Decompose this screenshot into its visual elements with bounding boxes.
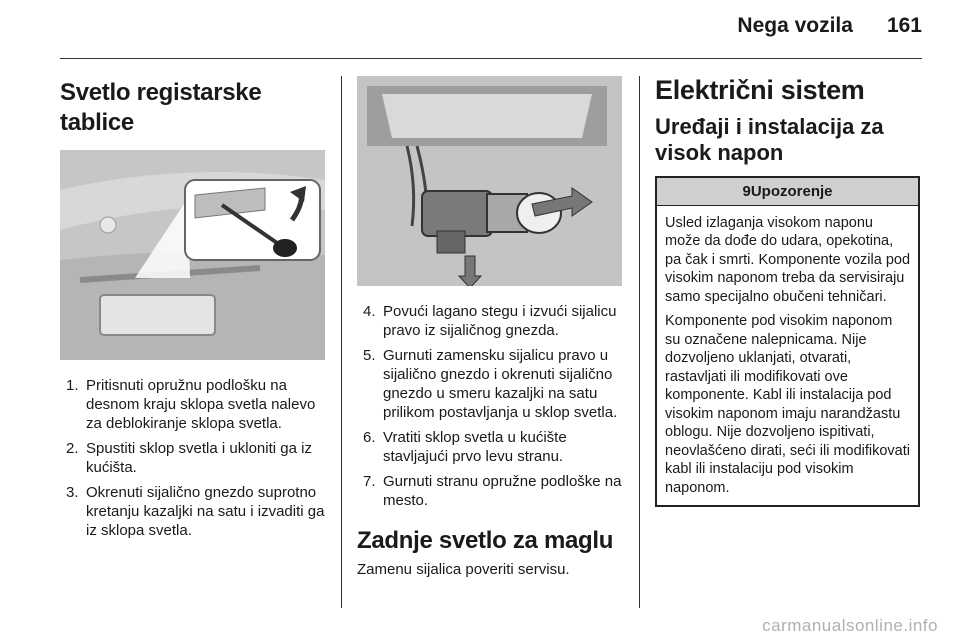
- list-item: 4. Povući lagano stegu i izvući sijalicu pravo iz sijaličnog gnezda.: [363, 303, 617, 339]
- column-divider: [639, 76, 640, 608]
- list-item: 3. Okrenuti sijalično gnezdo suprotno kretanju kazaljki na satu i izvaditi ga iz sklopa svetla.: [66, 484, 325, 539]
- warning-paragraph: Usled izlaganja visokom naponu može da dođe do udara, opekotina, pa čak i smrti. Komponente vozila pod visokim naponom treba da servisiraju samo specijalno obučeni tehničari.: [665, 214, 911, 305]
- warning-header: [657, 178, 918, 206]
- column-electrical-system: [655, 66, 920, 507]
- column-divider: [341, 76, 342, 608]
- warning-box: [655, 176, 920, 508]
- bulb-socket-illustration: [357, 76, 622, 286]
- warning-body: [657, 206, 918, 506]
- section-title: Svetlo registarske tablice: [60, 79, 262, 136]
- steps-list: [357, 302, 623, 510]
- warning-paragraph: Komponente pod visokim naponom su označene nalepnicama. Nije dozvoljeno uklanjati, otvarati, rastavljati ili modifikovati ove komponente. Kabl ili instalacija pod visokim naponom imaju narandžastu oblogu. Nije dozvoljeno ispitivati, neovlašćeno dirati, seći ili modifikovati kabl ili instalaciju pod visokim naponom.: [665, 313, 910, 496]
- page-number: 161: [886, 14, 922, 37]
- warning-label: Upozorenje: [750, 182, 833, 200]
- header-rule: [60, 58, 922, 59]
- column-license-plate-light: [60, 66, 325, 546]
- steps-list: [60, 376, 325, 540]
- list-item: 7. Gurnuti stranu opružne podloške na mesto.: [363, 473, 622, 509]
- column-bulb-replacement: [357, 66, 623, 579]
- header-title: Nega vozila: [737, 14, 853, 37]
- section-title: Električni sistem: [655, 75, 865, 105]
- subsection-title: Uređaji i instalacija za visok napon: [655, 113, 884, 165]
- list-item: 2. Spustiti sklop svetla i ukloniti ga iz kućišta.: [66, 440, 312, 476]
- watermark: carmanualsonline.info: [762, 616, 938, 635]
- fog-light-title: Zadnje svetlo za maglu: [357, 527, 614, 554]
- list-item: 6. Vratiti sklop svetla u kućište stavljajući prvo levu stranu.: [363, 429, 567, 465]
- license-plate-light-illustration: [60, 150, 325, 360]
- fog-light-text: Zamenu sijalica poveriti servisu.: [357, 561, 570, 578]
- list-item: 1. Pritisnuti opružnu podlošku na desnom kraju sklopa svetla nalevo za deblokiranje sklopa svetla.: [66, 377, 316, 432]
- list-item: 5. Gurnuti zamensku sijalicu pravo u sijalično gnezdo i okrenuti sijalično gnezdo u smeru kazaljki na satu prilikom postavljanja u sklop svetla.: [363, 347, 618, 421]
- warning-symbol-icon: 9: [742, 182, 751, 200]
